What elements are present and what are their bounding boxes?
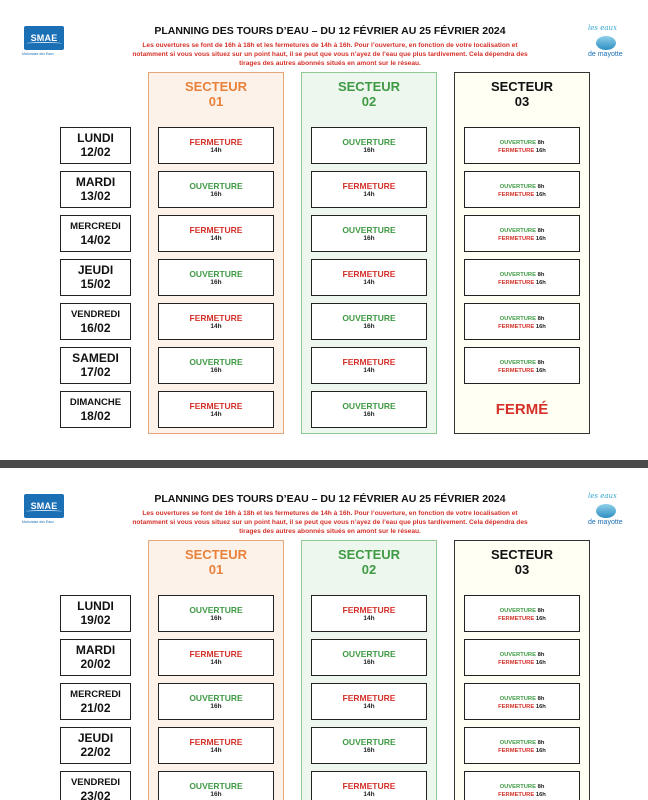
status-label: FERMETURE [342, 605, 396, 615]
sector-03-cell [464, 595, 580, 632]
day-label-box [60, 303, 131, 340]
day-date: 15/02 [80, 277, 111, 291]
status-label: FERMETURE [189, 137, 243, 147]
smae-logo-text: SMAE [24, 26, 64, 50]
sector-number: 01 [208, 94, 224, 109]
status-time: 16h [210, 367, 222, 374]
day-label-box [60, 683, 131, 720]
sector-02-cell [311, 771, 427, 800]
smae-logo [24, 494, 64, 524]
day-name: LUNDI [77, 599, 114, 613]
day-name: JEUDI [77, 731, 114, 745]
day-date: 12/02 [80, 145, 111, 159]
status-time: 16h [210, 191, 222, 198]
opening-time: 8h [537, 652, 545, 658]
sector-label: SECTEUR [184, 79, 248, 94]
closing-line [465, 747, 579, 755]
day-date: 18/02 [80, 409, 111, 423]
closing-line [465, 147, 579, 155]
day-date: 23/02 [80, 789, 111, 800]
closing-line [465, 659, 579, 667]
opening-label: OUVERTURE [499, 696, 536, 702]
opening-time: 8h [537, 140, 545, 146]
closing-label: FERMETURE [498, 748, 535, 754]
sector-03-cell [464, 727, 580, 764]
opening-label: OUVERTURE [499, 184, 536, 190]
day-name: MERCREDI [70, 221, 121, 232]
opening-line [465, 607, 579, 615]
sector-02-cell [311, 639, 427, 676]
water-drop-icon [596, 504, 616, 518]
day-name: JEUDI [77, 263, 114, 277]
status-label: OUVERTURE [342, 225, 396, 235]
closing-line [465, 791, 579, 799]
closing-label: FERMETURE [498, 236, 535, 242]
sector-01-cell [158, 595, 274, 632]
sector-number: 03 [514, 94, 530, 109]
opening-time: 8h [537, 316, 545, 322]
day-label-box [60, 215, 131, 252]
sector-02-cell [311, 215, 427, 252]
sector-02-cell [311, 127, 427, 164]
day-name: VENDREDI [70, 777, 121, 788]
day-name: MARDI [75, 175, 116, 189]
status-label: FERMETURE [189, 649, 243, 659]
day-date: 22/02 [80, 745, 111, 759]
notice-text [80, 509, 580, 536]
sector-02-cell [311, 347, 427, 384]
smae-tagline: Mahoraise des Eaux [22, 52, 54, 56]
day-date: 19/02 [80, 613, 111, 627]
day-name: LUNDI [77, 131, 114, 145]
closing-label: FERMETURE [498, 148, 535, 154]
sector-label: SECTEUR [337, 547, 401, 562]
status-label: OUVERTURE [342, 737, 396, 747]
sector-02-cell [311, 171, 427, 208]
closing-label: FERMETURE [498, 324, 535, 330]
opening-label: OUVERTURE [499, 272, 536, 278]
status-time: 14h [363, 191, 375, 198]
status-label: OUVERTURE [189, 357, 243, 367]
status-label: OUVERTURE [342, 401, 396, 411]
status-label: FERMETURE [342, 693, 396, 703]
sector-01-cell [158, 727, 274, 764]
opening-label: OUVERTURE [499, 360, 536, 366]
opening-label: OUVERTURE [499, 740, 536, 746]
status-label: FERMETURE [189, 225, 243, 235]
closing-label: FERMETURE [498, 616, 535, 622]
status-label: OUVERTURE [342, 313, 396, 323]
day-label-box [60, 595, 131, 632]
sector-03-cell [464, 215, 580, 252]
day-date: 20/02 [80, 657, 111, 671]
smae-tagline: Mahoraise des Eaux [22, 520, 54, 524]
day-name: DIMANCHE [69, 397, 122, 408]
status-label: OUVERTURE [189, 781, 243, 791]
status-time: 16h [363, 747, 375, 754]
status-time: 16h [210, 703, 222, 710]
mayotte-logo-text-top: les eaux [588, 492, 617, 500]
page-title: PLANNING DES TOURS D’EAU – DU 12 FÉVRIER AU 25 FÉVRIER 2024 [154, 493, 506, 505]
sector-label: SECTEUR [490, 547, 554, 562]
sector-01-cell [158, 683, 274, 720]
day-date: 16/02 [80, 321, 111, 335]
status-time: 14h [363, 279, 375, 286]
sector-03-cell [464, 347, 580, 384]
closing-line [465, 615, 579, 623]
notice-line-2: notamment si vous vous situez sur un point haut, il se peut que vous n’ayez de l’eau que plus tardivement. Cela dépendra des [132, 519, 528, 526]
closing-label: FERMETURE [498, 660, 535, 666]
opening-time: 8h [537, 740, 545, 746]
sector-number: 03 [514, 562, 530, 577]
closing-line [465, 191, 579, 199]
sector-01-header [149, 547, 283, 577]
day-label-box [60, 347, 131, 384]
sector-label: SECTEUR [337, 79, 401, 94]
sector-01-cell [158, 771, 274, 800]
status-label: OUVERTURE [189, 269, 243, 279]
closing-time: 16h [535, 148, 546, 154]
sector-01-cell [158, 639, 274, 676]
day-name: VENDREDI [70, 309, 121, 320]
sector-02-cell [311, 595, 427, 632]
closing-label: FERMETURE [498, 192, 535, 198]
status-time: 14h [363, 367, 375, 374]
day-label-box [60, 727, 131, 764]
opening-line [465, 315, 579, 323]
opening-time: 8h [537, 360, 545, 366]
opening-line [465, 183, 579, 191]
smae-logo-text: SMAE [24, 494, 64, 518]
opening-label: OUVERTURE [499, 140, 536, 146]
closing-label: FERMETURE [498, 704, 535, 710]
sector-02-cell [311, 259, 427, 296]
water-drop-icon [596, 36, 616, 50]
status-label: OUVERTURE [342, 137, 396, 147]
sector-02-cell [311, 303, 427, 340]
sector-03-cell [464, 127, 580, 164]
sector-03-cell [464, 683, 580, 720]
sector-01-cell [158, 215, 274, 252]
status-label: OUVERTURE [189, 693, 243, 703]
notice-line-1: Les ouvertures se font de 16h à 18h et les fermetures de 14h à 16h. Pour l’ouverture, en fonction de votre localisation et [142, 42, 518, 49]
opening-label: OUVERTURE [499, 228, 536, 234]
sector-03-cell [464, 171, 580, 208]
day-date: 13/02 [80, 189, 111, 203]
opening-label: OUVERTURE [499, 652, 536, 658]
closing-line [465, 367, 579, 375]
sector-02-cell [311, 391, 427, 428]
mayotte-logo-text-bottom: de mayotte [588, 519, 623, 526]
day-date: 14/02 [80, 233, 111, 247]
opening-line [465, 739, 579, 747]
status-time: 16h [210, 791, 222, 798]
notice-line-2: notamment si vous vous situez sur un point haut, il se peut que vous n’ayez de l’eau que plus tardivement. Cela dépendra des [132, 51, 528, 58]
day-date: 17/02 [80, 365, 111, 379]
opening-time: 8h [537, 228, 545, 234]
status-label: OUVERTURE [189, 181, 243, 191]
wave-icon [26, 42, 62, 45]
opening-time: 8h [537, 608, 545, 614]
status-time: 16h [363, 235, 375, 242]
notice-line-3: tirages des autres abonnés situés en amont sur le réseau. [239, 60, 421, 67]
status-time: 14h [363, 615, 375, 622]
closing-time: 16h [535, 280, 546, 286]
status-time: 14h [210, 659, 222, 666]
sector-02-header [302, 547, 436, 577]
day-name: SAMEDI [72, 351, 119, 365]
closing-line [465, 279, 579, 287]
sector-01-cell [158, 259, 274, 296]
status-time: 16h [210, 615, 222, 622]
status-time: 16h [363, 659, 375, 666]
opening-line [465, 695, 579, 703]
opening-line [465, 271, 579, 279]
closing-label: FERMETURE [498, 368, 535, 374]
status-time: 14h [210, 235, 222, 242]
status-time: 14h [210, 747, 222, 754]
status-label: FERMETURE [342, 357, 396, 367]
day-name: MERCREDI [70, 689, 121, 700]
wave-icon [26, 510, 62, 513]
sector-03-header [455, 547, 589, 577]
day-date: 21/02 [80, 701, 111, 715]
status-label: FERMETURE [189, 737, 243, 747]
opening-time: 8h [537, 184, 545, 190]
planning-page-week2 [0, 468, 648, 800]
sector-number: 01 [208, 562, 224, 577]
sector-number: 02 [361, 94, 377, 109]
status-label: FERMETURE [342, 269, 396, 279]
sector-02-cell [311, 683, 427, 720]
sector-number: 02 [361, 562, 377, 577]
closing-time: 16h [535, 192, 546, 198]
status-label: FERMETURE [342, 781, 396, 791]
sector-label: SECTEUR [184, 547, 248, 562]
notice-line-3: tirages des autres abonnés situés en amont sur le réseau. [239, 528, 421, 535]
status-time: 16h [363, 411, 375, 418]
sector-01-cell [158, 127, 274, 164]
closing-time: 16h [535, 748, 546, 754]
status-label: FERMETURE [342, 181, 396, 191]
eaux-de-mayotte-logo [584, 24, 628, 64]
opening-label: OUVERTURE [499, 316, 536, 322]
day-label-box [60, 259, 131, 296]
sector-02-header [302, 79, 436, 109]
day-label-box [60, 391, 131, 428]
status-time: 16h [363, 323, 375, 330]
opening-line [465, 139, 579, 147]
closing-time: 16h [535, 236, 546, 242]
sector-label: SECTEUR [490, 79, 554, 94]
sector-03-cell [464, 259, 580, 296]
closing-time: 16h [535, 368, 546, 374]
opening-time: 8h [537, 272, 545, 278]
notice-line-1: Les ouvertures se font de 16h à 18h et les fermetures de 14h à 16h. Pour l’ouverture, en fonction de votre localisation et [142, 510, 518, 517]
opening-time: 8h [537, 696, 545, 702]
closing-label: FERMETURE [498, 792, 535, 798]
closing-time: 16h [535, 324, 546, 330]
closing-line [465, 703, 579, 711]
sector-03-cell [464, 639, 580, 676]
status-time: 14h [363, 791, 375, 798]
sector-01-cell [158, 347, 274, 384]
status-time: 14h [210, 147, 222, 154]
closing-line [465, 323, 579, 331]
page-divider [0, 460, 648, 468]
notice-text [80, 41, 580, 68]
sector-02-cell [311, 727, 427, 764]
status-label: OUVERTURE [342, 649, 396, 659]
status-label: FERMETURE [189, 401, 243, 411]
status-label: FERMETURE [189, 313, 243, 323]
sector-03-cell [464, 771, 580, 800]
day-name: MARDI [75, 643, 116, 657]
closing-time: 16h [535, 704, 546, 710]
sector-01-cell [158, 171, 274, 208]
sector-01-cell [158, 391, 274, 428]
sector-01-cell [158, 303, 274, 340]
day-label-box [60, 771, 131, 800]
closing-time: 16h [535, 792, 546, 798]
sector-03-cell [464, 303, 580, 340]
opening-line [465, 651, 579, 659]
status-label: OUVERTURE [189, 605, 243, 615]
opening-line [465, 783, 579, 791]
opening-line [465, 359, 579, 367]
closing-time: 16h [535, 660, 546, 666]
status-time: 14h [363, 703, 375, 710]
day-label-box [60, 639, 131, 676]
closing-line [465, 235, 579, 243]
day-label-box [60, 171, 131, 208]
status-time: 16h [363, 147, 375, 154]
smae-logo [24, 26, 64, 56]
opening-label: OUVERTURE [499, 784, 536, 790]
day-label-box [60, 127, 131, 164]
status-time: 14h [210, 411, 222, 418]
sector-03-closed-label: FERMÉ [495, 401, 549, 418]
mayotte-logo-text-top: les eaux [588, 24, 617, 32]
closing-time: 16h [535, 616, 546, 622]
status-time: 14h [210, 323, 222, 330]
mayotte-logo-text-bottom: de mayotte [588, 51, 623, 58]
opening-label: OUVERTURE [499, 608, 536, 614]
eaux-de-mayotte-logo [584, 492, 628, 532]
sector-01-header [149, 79, 283, 109]
closing-label: FERMETURE [498, 280, 535, 286]
opening-line [465, 227, 579, 235]
page-title: PLANNING DES TOURS D’EAU – DU 12 FÉVRIER AU 25 FÉVRIER 2024 [154, 25, 506, 37]
opening-time: 8h [537, 784, 545, 790]
sector-03-header [455, 79, 589, 109]
status-time: 16h [210, 279, 222, 286]
